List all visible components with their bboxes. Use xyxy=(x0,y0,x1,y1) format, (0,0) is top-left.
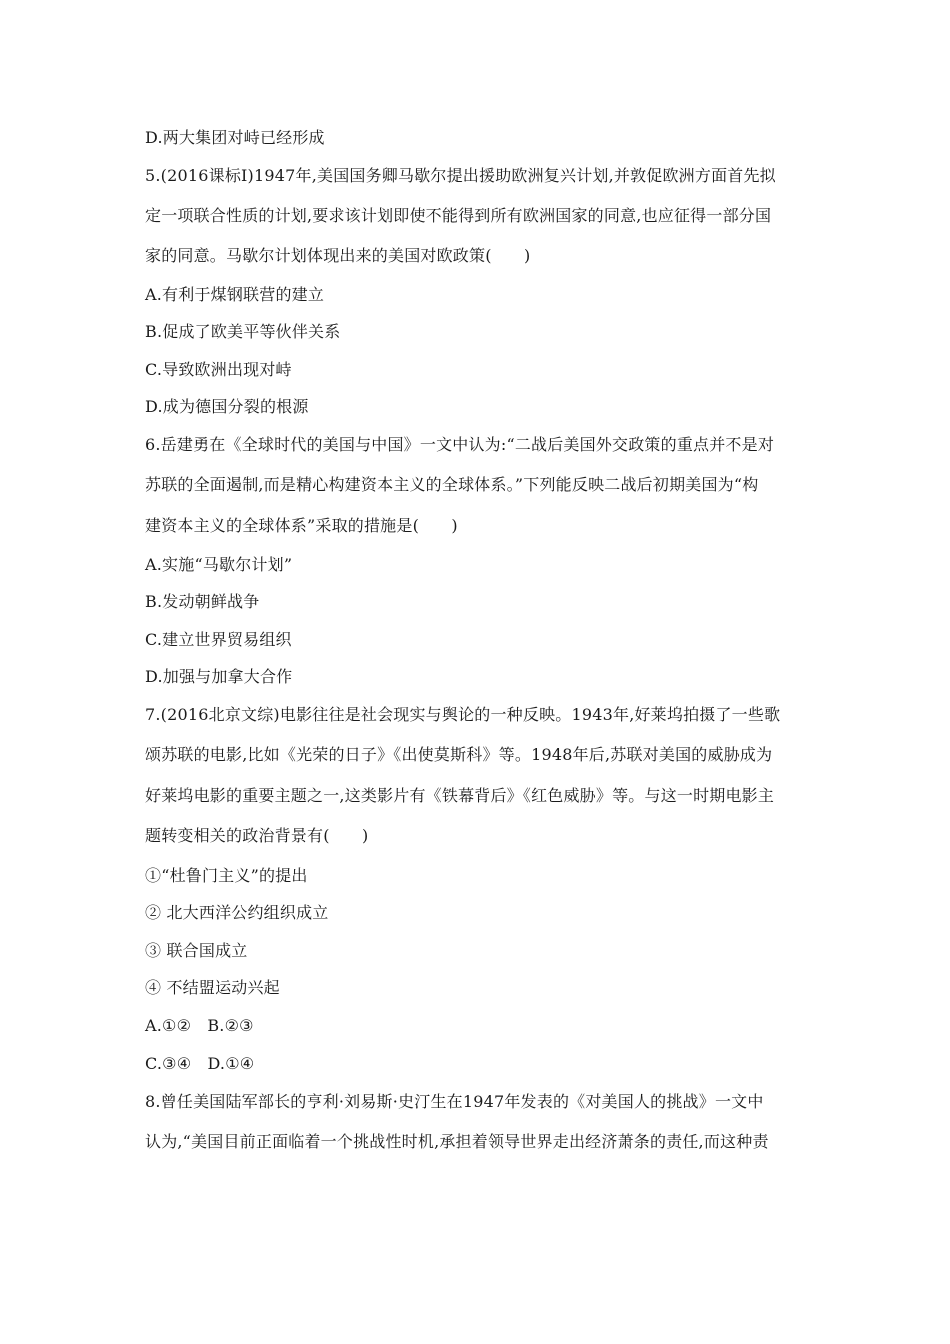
statement-3: ③ 联合国成立 xyxy=(145,941,248,960)
option-5-b: B.促成了欧美平等伙伴关系 xyxy=(145,322,341,341)
question-6-line-2: 苏联的全面遏制,而是精心构建资本主义的全球体系。”下列能反映二战后初期美国为“构 xyxy=(145,475,759,494)
question-8-line-2: 认为,“美国目前正面临着一个挑战性时机,承担着领导世界走出经济萧条的责任,而这种责 xyxy=(145,1132,769,1151)
question-8-line-1: 8.曾任美国陆军部长的亨利·刘易斯·史汀生在1947年发表的《对美国人的挑战》一文中 xyxy=(145,1092,764,1111)
option-5-d: D.成为德国分裂的根源 xyxy=(145,397,309,416)
option-5-a: A.有利于煤钢联营的建立 xyxy=(145,285,325,304)
option-5-c: C.导致欧洲出现对峙 xyxy=(145,360,292,379)
option-6-d: D.加强与加拿大合作 xyxy=(145,667,293,686)
question-7-line-1: 7.(2016北京文综)电影往往是社会现实与舆论的一种反映。1943年,好莱坞拍摄了一些歌 xyxy=(145,705,781,724)
question-7-line-4: 题转变相关的政治背景有( ) xyxy=(145,826,369,845)
question-7-line-2: 颂苏联的电影,比如《光荣的日子》《出使莫斯科》等。1948年后,苏联对美国的威胁成为 xyxy=(145,745,773,764)
statement-4: ④ 不结盟运动兴起 xyxy=(145,978,280,997)
options-7-cd: C.③④ D.①④ xyxy=(145,1054,255,1073)
statement-1: ①“杜鲁门主义”的提出 xyxy=(145,866,308,885)
option-4-d: D.两大集团对峙已经形成 xyxy=(145,128,325,147)
statement-2: ② 北大西洋公约组织成立 xyxy=(145,903,329,922)
question-5-line-2: 定一项联合性质的计划,要求该计划即使不能得到所有欧洲国家的同意,也应征得一部分国 xyxy=(145,206,772,225)
question-6-line-1: 6.岳建勇在《全球时代的美国与中国》一文中认为:“二战后美国外交政策的重点并不是对 xyxy=(145,435,775,454)
question-6-line-3: 建资本主义的全球体系”采取的措施是( ) xyxy=(145,516,458,535)
options-7-ab: A.①② B.②③ xyxy=(145,1016,254,1035)
option-6-c: C.建立世界贸易组织 xyxy=(145,630,292,649)
question-5-line-3: 家的同意。马歇尔计划体现出来的美国对欧政策( ) xyxy=(145,246,531,265)
question-7-line-3: 好莱坞电影的重要主题之一,这类影片有《铁幕背后》《红色威胁》等。与这一时期电影主 xyxy=(145,786,775,805)
option-6-a: A.实施“马歇尔计划” xyxy=(145,555,293,574)
option-6-b: B.发动朝鲜战争 xyxy=(145,592,260,611)
question-5-line-1: 5.(2016课标Ⅰ)1947年,美国国务卿马歇尔提出援助欧洲复兴计划,并敦促欧洲方面首先拟 xyxy=(145,166,776,185)
